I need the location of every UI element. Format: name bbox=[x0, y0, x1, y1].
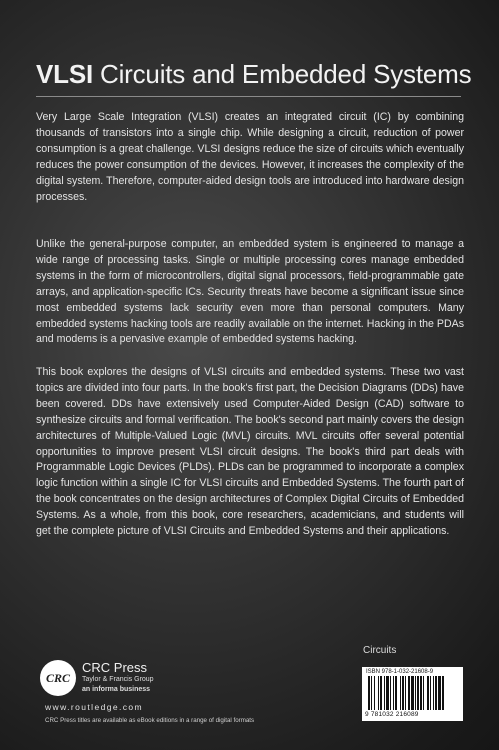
crc-logo-icon bbox=[40, 660, 76, 696]
publisher-name: CRC Press bbox=[82, 660, 148, 675]
subject-category: Circuits bbox=[363, 645, 397, 656]
isbn-barcode bbox=[362, 667, 463, 721]
barcode-digits: 9 781032 216089 bbox=[365, 711, 419, 718]
publisher-business: an informa business bbox=[82, 686, 151, 693]
ebook-footnote: CRC Press titles are available as eBook editions in a range of digital formats bbox=[45, 717, 255, 724]
title-bold-part: VLSI bbox=[36, 59, 93, 89]
description-paragraph-2: Unlike the general-purpose computer, an embedded system is engineered to manage a wide range of processing tasks. Single or multiple processing cores manage embedded systems in the form of microcontrollers, digital signal processors, field-programmable gate arrays, and application-specific ICs. Security threats have become a significant issue since most embedded systems lack security even more than personal computers. Many embedded systems hacking tools are readily available on the internet. Hacking in the PDAs and modems is a pervasive example of embedded systems hacking. bbox=[36, 238, 464, 346]
description-paragraph-3: This book explores the designs of VLSI circuits and embedded systems. These two vast topics are divided into four parts. In the book's first part, the Decision Diagrams (DDs) have been covered. DDs have extensively used Computer-Aided Design (CAD) software to synthesize circuits and formal verification. The book's second part mainly covers the design architectures of Multiple-Valued Logic (MVL) circuits. MVL circuits offer several potential opportunities to improve present VLSI circuit designs. The book's third part deals with Programmable Logic Devices (PLDs). PLDs can be programmed to incorporate a complex logic function within a single IC for VLSI circuits and Embedded Systems. The fourth part of the book concentrates on the design architectures of Complex Digital Circuits of Embedded Systems. As a whole, from this book, core researchers, academicians, and students will get the complete picture of VLSI Circuits and Embedded Systems and their applications. bbox=[36, 366, 464, 538]
barcode-icon bbox=[368, 676, 457, 710]
title-rest-part: Circuits and Embedded Systems bbox=[93, 59, 472, 89]
book-title bbox=[36, 58, 472, 90]
title-divider bbox=[36, 96, 461, 97]
publisher-url[interactable]: www.routledge.com bbox=[45, 702, 143, 712]
isbn-number: ISBN 978-1-032-21608-9 bbox=[366, 669, 434, 675]
description-paragraph-1: Very Large Scale Integration (VLSI) creates an integrated circuit (IC) by combining thousands of transistors into a single chip. While designing a circuit, reduction of power consumption is a great challenge. VLSI designs reduce the size of circuits which eventually reduces the power consumption of the devices. However, it increases the complexity of the digital system. Therefore, computer-aided design tools are introduced into hardware design processes. bbox=[36, 111, 464, 203]
publisher-group: Taylor & Francis Group bbox=[82, 676, 154, 683]
crc-logo-letters: CRC bbox=[45, 671, 70, 685]
